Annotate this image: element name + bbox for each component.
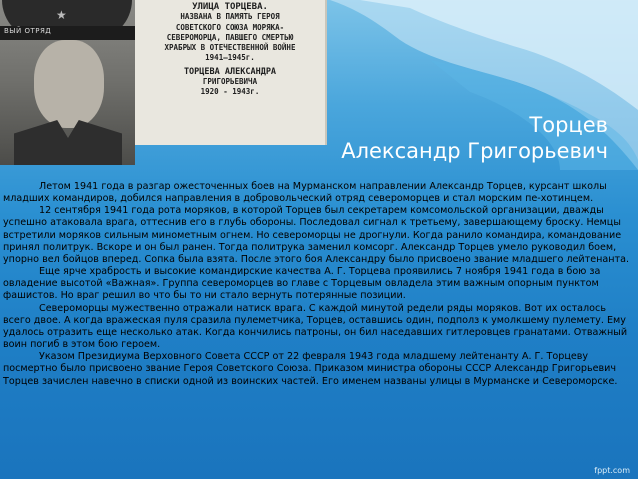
paragraph: Еще ярче храбрость и высокие командирские качества А. Г. Торцева проявились 7 ноября 1941 года в бою за овладение высотой «Важная». Группа североморцев во главе с Торцевым овладела этим важным опорным пунктом фашистов. Но враг решил во что бы то ни стало вернуть потерянные позиции. (3, 266, 601, 302)
plaque-line: ХРАБРЫХ В ОТЕЧЕСТВЕННОЙ ВОЙНЕ (164, 43, 296, 53)
plaque-line: 1941—1945г. (205, 53, 255, 63)
plaque-line: 1920 - 1943г. (200, 87, 260, 97)
plaque-line: ТОРЦЕВА АЛЕКСАНДРА (183, 66, 277, 77)
plaque-line: СОВЕТСКОГО СОЮЗА МОРЯКА- (175, 22, 285, 32)
plaque-line: ГРИГОРЬЕВИЧА (202, 77, 258, 87)
watermark: fppt.com (594, 466, 630, 475)
paragraph: Североморцы мужественно отражали натиск врага. С каждой минутой редели ряды моряков. Вот их осталось всего двое. А когда вражеская пуля сразила пулеметчика, Торцев, оставшись один, подполз к умолкшему пулемету. Ему удалось отразить еще несколько атак. Когда кончились патроны, он бил наседавших гитлеровцев гранатами. Отважный воин погиб в этом бою героем. (3, 302, 628, 351)
paragraph: Летом 1941 года в разгар ожесточенных боев на Мурманском направлении Александр Торцев, курсант школы младших командиров, добился направления в добровольческий отряд североморцев и стал морским пе-хотинцем. (3, 181, 607, 205)
biography-text (3, 181, 631, 388)
slide-title (341, 112, 608, 164)
paragraph: Указом Президиума Верховного Совета СССР от 22 февраля 1943 года младшему лейтенанту А. Г. Торцеву посмертно было присвоено звание Героя Советского Союза. Приказом министра обороны СССР Александр Григорьевич Торцев зачислен навечно в списки одной из воинских частей. Его именем названы улицы в Мурманске и Североморске. (3, 351, 618, 387)
sailor-portrait-photo (0, 0, 135, 165)
paragraph: 12 сентября 1941 года рота моряков, в которой Торцев был секретарем комсомольской организации, дважды успешно атаковала врага, оттеснив его в глубь обороны. Последовал сигнал к третьему, завершающему броску. Немцы встретили моряков сильным минометным огнем. Но североморцы не дрогнули. Когда ранило командира, командование принял политрук. Вскоре и он был ранен. Тогда политрука заменил комсорг. Александр Торцев умело руководил боем, упорно вел бойцов вперед. Сопка была взята. После этого боя Александру было присвоено звание младшего лейтенанта. (3, 205, 630, 265)
star-icon: ★ (56, 8, 67, 22)
memorial-plaque (135, 0, 327, 145)
title-surname: Торцев (529, 113, 608, 137)
plaque-line: СЕВЕРОМОРЦА, ПАВШЕГО СМЕРТЬЮ (166, 32, 294, 42)
plaque-line: НАЗВАНА В ПАМЯТЬ ГЕРОЯ (180, 12, 280, 22)
face-shape (34, 40, 104, 128)
plaque-line: УЛИЦА ТОРЦЕВА. (192, 2, 268, 12)
cap-ribbon-text: ВЫЙ ОТРЯД (4, 27, 52, 35)
title-full-name: Александр Григорьевич (341, 139, 608, 163)
